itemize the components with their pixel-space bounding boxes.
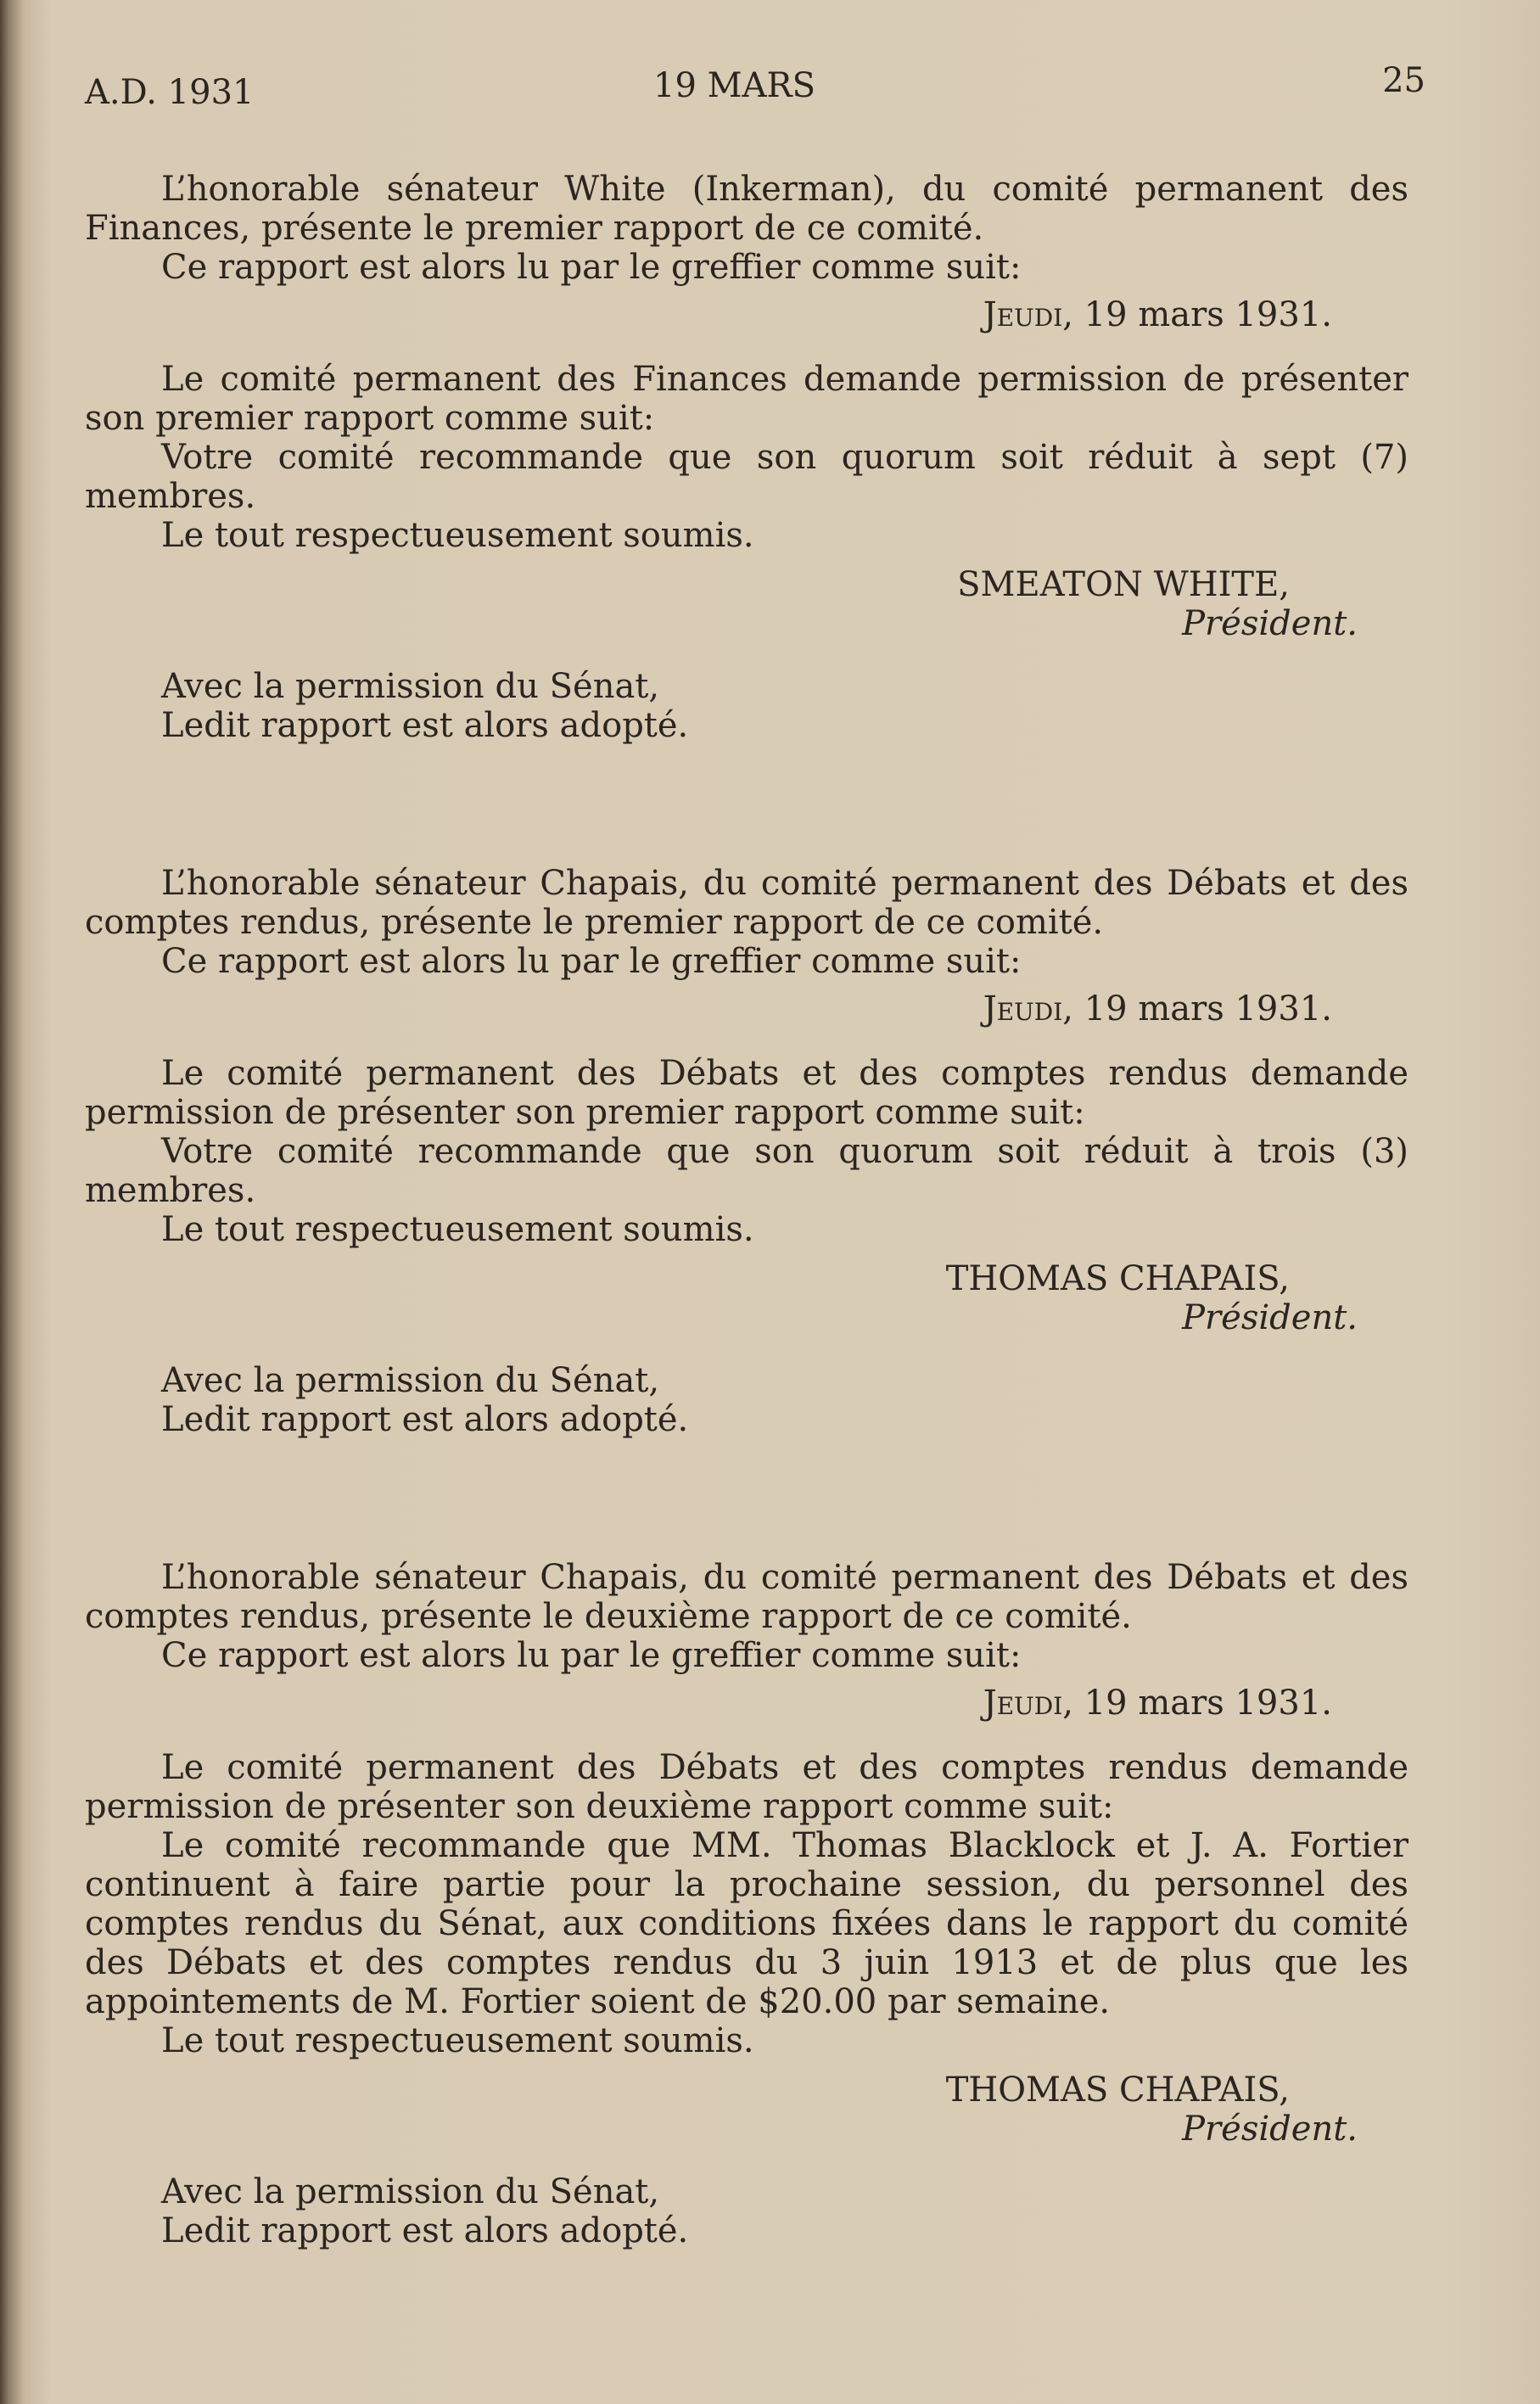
report-recommendation: Votre comité recommande que son quorum soit réduit à trois (3) membres. [85,1132,1408,1210]
report-leave: Avec la permission du Sénat, [161,1361,660,1400]
report-request: Le comité permanent des Débats et des comptes rendus demande permission de présenter son deuxième rapport comme suit: [85,1748,1408,1826]
report-intro: L’honorable sénateur Chapais, du comité permanent des Débats et des comptes rendus, présente le deuxième rapport de ce comité. [85,1558,1408,1636]
report-request: Le comité permanent des Débats et des comptes rendus demande permission de présenter son premier rapport comme suit: [85,1054,1408,1132]
report-date-day: Jeudi [983,989,1063,1028]
report-section-3 [85,1558,1408,2250]
page-number: 25 [1382,61,1425,100]
header-date: 19 MARS [653,66,815,105]
header-year: A.D. 1931 [85,73,255,112]
report-section-1 [85,170,1408,745]
report-role: Président. [1182,2110,1358,2149]
report-recommendation: Votre comité recommande que son quorum soit réduit à sept (7) membres. [85,438,1408,516]
report-closing: Le tout respectueusement soumis. [161,516,754,555]
report-role: Président. [1182,604,1358,643]
report-date [85,295,1408,334]
report-date-rest: , 19 mars 1931. [1062,989,1332,1028]
report-date-rest: , 19 mars 1931. [1062,1684,1332,1723]
report-recommendation: Le comité recommande que MM. Thomas Blacklock et J. A. Fortier continuent à faire partie pour la prochaine session, du personnel des comptes rendus du Sénat, aux conditions fixées dans le rapport du comité des Débats et des comptes rendus du 3 juin 1913 et de plus que les appointements de M. Fortier soient de $20.00 par semaine. [85,1826,1408,2021]
report-closing: Le tout respectueusement soumis. [161,1210,754,1249]
report-section-2 [85,864,1408,1439]
report-date-day: Jeudi [983,295,1063,334]
report-read-line: Ce rapport est alors lu par le greffier comme suit: [161,248,1022,287]
page-header [85,61,1425,112]
report-leave: Avec la permission du Sénat, [161,2172,660,2211]
report-closing: Le tout respectueusement soumis. [161,2021,754,2060]
report-role: Président. [1182,1298,1358,1337]
report-date-rest: , 19 mars 1931. [1062,295,1332,334]
report-intro: L’honorable sénateur Chapais, du comité permanent des Débats et des comptes rendus, présente le premier rapport de ce comité. [85,864,1408,942]
report-adopted: Ledit rapport est alors adopté. [161,1400,689,1439]
report-intro: L’honorable sénateur White (Inkerman), du comité permanent des Finances, présente le premier rapport de ce comité. [85,170,1408,248]
report-read-line: Ce rapport est alors lu par le greffier comme suit: [161,1636,1022,1675]
report-signature: THOMAS CHAPAIS, [945,2071,1290,2110]
page-body [85,170,1408,2250]
report-date-day: Jeudi [983,1684,1063,1723]
report-date [85,1684,1408,1723]
report-signature: THOMAS CHAPAIS, [945,1259,1290,1298]
report-adopted: Ledit rapport est alors adopté. [161,2211,689,2250]
report-read-line: Ce rapport est alors lu par le greffier comme suit: [161,942,1022,981]
report-date [85,989,1408,1028]
report-leave: Avec la permission du Sénat, [161,667,660,706]
report-adopted: Ledit rapport est alors adopté. [161,706,689,745]
report-signature: SMEATON WHITE, [957,565,1290,604]
report-request: Le comité permanent des Finances demande permission de présenter son premier rapport comme suit: [85,360,1408,438]
